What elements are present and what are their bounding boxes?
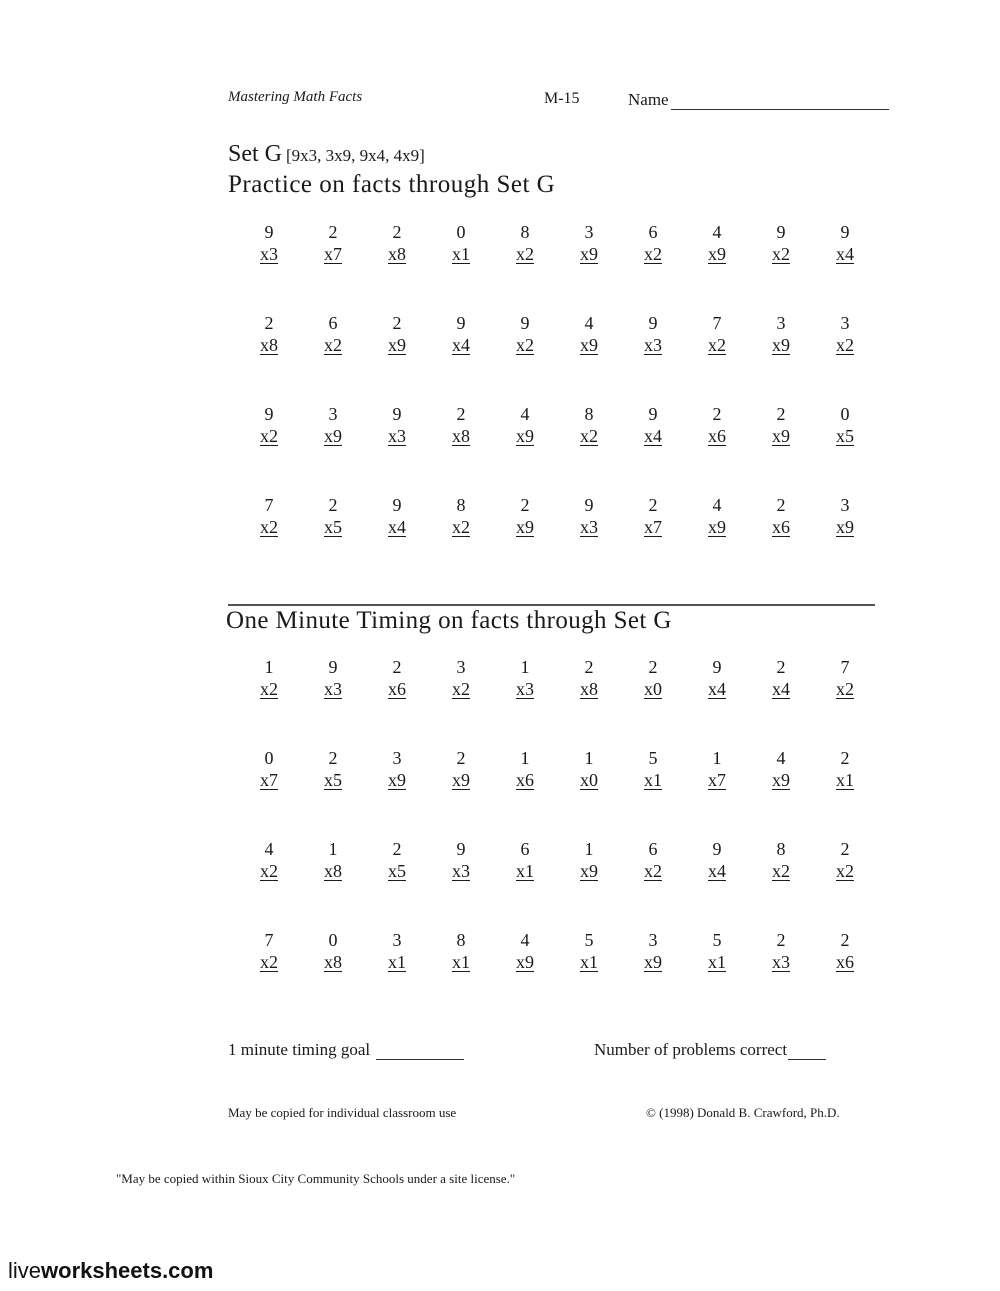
problem-multiplier: x2: [452, 679, 470, 699]
math-problem: [365, 656, 429, 704]
problem-multiplier: x1: [452, 952, 470, 972]
math-problem: [365, 929, 429, 977]
problem-multiplicand: 4: [776, 748, 786, 768]
problem-multiplier: x2: [260, 517, 278, 537]
problem-multiplicand: 3: [840, 495, 850, 515]
problem-multiplier: x9: [708, 517, 726, 537]
problem-multiplicand: 6: [520, 839, 530, 859]
problem-row: [237, 403, 877, 451]
problem-multiplicand: 6: [328, 313, 338, 333]
math-problem: [813, 312, 877, 360]
site-license-note: "May be copied within Sioux City Community Schools under a site license.": [116, 1171, 516, 1186]
name-field: [628, 90, 889, 110]
problem-multiplicand: 8: [520, 222, 530, 242]
math-problem: [749, 747, 813, 795]
math-problem: [365, 838, 429, 886]
copyright-notice: © (1998) Donald B. Crawford, Ph.D.: [646, 1105, 840, 1120]
problem-multiplicand: 7: [264, 930, 274, 950]
problem-multiplier: x3: [516, 679, 534, 699]
problems-correct-label: Number of problems correct: [594, 1040, 788, 1059]
problem-multiplier: x9: [580, 861, 598, 881]
brand-part-worksheets: worksheets.com: [41, 1258, 214, 1283]
math-problem: [365, 494, 429, 542]
problem-multiplicand: 4: [520, 930, 530, 950]
math-problem: [493, 747, 557, 795]
math-problem: [429, 312, 493, 360]
problem-multiplicand: 3: [648, 930, 658, 950]
problem-multiplicand: 8: [776, 839, 786, 859]
problem-multiplier: x3: [452, 861, 470, 881]
problem-multiplicand: 9: [712, 839, 722, 859]
math-problem: [813, 494, 877, 542]
problem-multiplier: x2: [644, 244, 662, 264]
problem-multiplicand: 6: [648, 839, 658, 859]
problem-multiplier: x2: [516, 244, 534, 264]
problem-multiplicand: 3: [776, 313, 786, 333]
problem-multiplier: x1: [836, 770, 854, 790]
problem-multiplier: x6: [772, 517, 790, 537]
problem-multiplier: x1: [644, 770, 662, 790]
problem-multiplicand: 2: [264, 313, 274, 333]
problem-multiplicand: 9: [456, 839, 466, 859]
problem-multiplier: x8: [452, 426, 470, 446]
problem-multiplicand: 9: [648, 313, 658, 333]
timing-problem-grid: [237, 656, 877, 1020]
problem-multiplicand: 2: [648, 657, 658, 677]
problem-multiplicand: 9: [840, 222, 850, 242]
problem-row: [237, 929, 877, 977]
problem-multiplicand: 2: [776, 495, 786, 515]
problem-multiplier: x2: [708, 335, 726, 355]
problem-multiplicand: 9: [392, 495, 402, 515]
problem-multiplicand: 2: [328, 222, 338, 242]
problem-row: [237, 656, 877, 704]
problem-multiplier: x4: [708, 679, 726, 699]
problem-multiplier: x8: [324, 861, 342, 881]
problem-multiplier: x8: [324, 952, 342, 972]
problem-multiplicand: 2: [840, 839, 850, 859]
problem-multiplicand: 2: [776, 404, 786, 424]
math-problem: [429, 494, 493, 542]
problem-multiplier: x9: [452, 770, 470, 790]
math-problem: [813, 221, 877, 269]
name-label: Name: [628, 90, 669, 109]
problem-multiplier: x2: [324, 335, 342, 355]
math-problem: [749, 403, 813, 451]
problem-multiplier: x1: [708, 952, 726, 972]
problem-multiplier: x4: [388, 517, 406, 537]
math-problem: [365, 221, 429, 269]
problem-multiplier: x9: [516, 517, 534, 537]
math-problem: [301, 312, 365, 360]
set-label: Set G: [228, 141, 282, 167]
problem-multiplier: x5: [836, 426, 854, 446]
math-problem: [237, 312, 301, 360]
problem-multiplier: x9: [580, 335, 598, 355]
problem-multiplicand: 9: [328, 657, 338, 677]
problem-multiplier: x2: [644, 861, 662, 881]
math-problem: [493, 656, 557, 704]
problem-multiplicand: 7: [840, 657, 850, 677]
math-problem: [429, 656, 493, 704]
math-problem: [237, 838, 301, 886]
problem-multiplicand: 2: [648, 495, 658, 515]
math-problem: [813, 656, 877, 704]
problem-multiplicand: 2: [328, 495, 338, 515]
problem-multiplicand: 1: [584, 748, 594, 768]
problem-multiplicand: 1: [328, 839, 338, 859]
math-problem: [685, 494, 749, 542]
math-problem: [685, 656, 749, 704]
problems-correct-line[interactable]: [788, 1045, 826, 1060]
problem-multiplicand: 1: [584, 839, 594, 859]
math-problem: [685, 747, 749, 795]
copy-note: May be copied for individual classroom use: [228, 1105, 457, 1120]
problem-multiplier: x2: [836, 679, 854, 699]
math-problem: [749, 494, 813, 542]
problem-multiplicand: 0: [328, 930, 338, 950]
problem-multiplicand: 4: [584, 313, 594, 333]
problem-multiplier: x4: [836, 244, 854, 264]
problem-multiplier: x9: [388, 335, 406, 355]
math-problem: [749, 656, 813, 704]
problem-multiplicand: 8: [456, 930, 466, 950]
math-problem: [557, 312, 621, 360]
problem-multiplier: x8: [260, 335, 278, 355]
problem-multiplicand: 1: [520, 657, 530, 677]
math-problem: [237, 656, 301, 704]
problem-multiplier: x5: [388, 861, 406, 881]
problem-multiplicand: 5: [712, 930, 722, 950]
math-problem: [301, 747, 365, 795]
practice-problem-grid: [237, 221, 877, 585]
problem-multiplicand: 4: [712, 222, 722, 242]
problem-multiplier: x9: [772, 426, 790, 446]
problem-multiplicand: 2: [776, 657, 786, 677]
problem-row: [237, 747, 877, 795]
problem-multiplier: x2: [260, 952, 278, 972]
problem-multiplier: x3: [324, 679, 342, 699]
problem-multiplicand: 2: [392, 313, 402, 333]
problem-multiplier: x2: [580, 426, 598, 446]
problem-multiplier: x7: [708, 770, 726, 790]
problem-multiplicand: 9: [456, 313, 466, 333]
math-problem: [365, 747, 429, 795]
worksheet-code: M-15: [544, 90, 580, 107]
practice-title: Practice on facts through Set G: [228, 171, 556, 198]
math-problem: [685, 221, 749, 269]
problem-multiplicand: 3: [392, 930, 402, 950]
problem-multiplier: x3: [644, 335, 662, 355]
problem-row: [237, 838, 877, 886]
math-problem: [301, 656, 365, 704]
math-problem: [301, 221, 365, 269]
math-problem: [813, 747, 877, 795]
problem-multiplier: x5: [324, 770, 342, 790]
math-problem: [621, 403, 685, 451]
problem-multiplicand: 9: [584, 495, 594, 515]
math-problem: [429, 403, 493, 451]
brand-logo: [8, 1258, 213, 1284]
problem-multiplier: x4: [772, 679, 790, 699]
problem-row: [237, 494, 877, 542]
math-problem: [813, 403, 877, 451]
problem-multiplier: x9: [516, 952, 534, 972]
problem-multiplicand: 2: [456, 404, 466, 424]
set-heading: [228, 141, 425, 168]
problem-multiplier: x3: [260, 244, 278, 264]
set-facts: [9x3, 3x9, 9x4, 4x9]: [286, 146, 425, 165]
problem-multiplier: x2: [772, 861, 790, 881]
problem-multiplier: x1: [452, 244, 470, 264]
math-problem: [557, 403, 621, 451]
problem-multiplicand: 5: [584, 930, 594, 950]
math-problem: [813, 929, 877, 977]
problem-multiplier: x0: [580, 770, 598, 790]
math-problem: [301, 929, 365, 977]
math-problem: [237, 403, 301, 451]
math-problem: [493, 221, 557, 269]
math-problem: [685, 929, 749, 977]
problem-multiplier: x2: [260, 426, 278, 446]
problem-multiplicand: 3: [840, 313, 850, 333]
problem-multiplier: x9: [836, 517, 854, 537]
problem-multiplicand: 3: [392, 748, 402, 768]
problem-multiplier: x3: [580, 517, 598, 537]
math-problem: [621, 838, 685, 886]
problem-multiplier: x6: [388, 679, 406, 699]
problem-multiplicand: 7: [264, 495, 274, 515]
problems-correct-field: [594, 1040, 826, 1060]
problem-multiplicand: 2: [776, 930, 786, 950]
math-problem: [749, 929, 813, 977]
problem-multiplier: x2: [772, 244, 790, 264]
math-problem: [557, 838, 621, 886]
math-problem: [557, 656, 621, 704]
problem-row: [237, 312, 877, 360]
problem-multiplier: x8: [388, 244, 406, 264]
math-problem: [621, 312, 685, 360]
math-problem: [621, 747, 685, 795]
problem-multiplicand: 2: [328, 748, 338, 768]
problem-multiplicand: 3: [456, 657, 466, 677]
problem-row: [237, 221, 877, 269]
problem-multiplier: x1: [516, 861, 534, 881]
math-problem: [557, 221, 621, 269]
problem-multiplier: x9: [708, 244, 726, 264]
problem-multiplicand: 9: [392, 404, 402, 424]
problem-multiplier: x8: [580, 679, 598, 699]
math-problem: [429, 221, 493, 269]
problem-multiplicand: 9: [776, 222, 786, 242]
problem-multiplier: x2: [836, 335, 854, 355]
math-problem: [493, 403, 557, 451]
problem-multiplier: x4: [708, 861, 726, 881]
problem-multiplicand: 4: [520, 404, 530, 424]
math-problem: [365, 312, 429, 360]
problem-multiplicand: 2: [712, 404, 722, 424]
timing-goal-label: 1 minute timing goal: [228, 1040, 371, 1059]
problem-multiplier: x9: [644, 952, 662, 972]
name-input-line[interactable]: [671, 95, 889, 110]
problem-multiplicand: 3: [328, 404, 338, 424]
math-problem: [557, 747, 621, 795]
problem-multiplier: x2: [260, 861, 278, 881]
problem-multiplier: x7: [260, 770, 278, 790]
math-problem: [429, 838, 493, 886]
problem-multiplier: x4: [452, 335, 470, 355]
problem-multiplicand: 8: [456, 495, 466, 515]
math-problem: [685, 403, 749, 451]
problem-multiplier: x9: [580, 244, 598, 264]
math-problem: [429, 929, 493, 977]
problem-multiplicand: 2: [840, 930, 850, 950]
math-problem: [429, 747, 493, 795]
math-problem: [237, 494, 301, 542]
problem-multiplier: x9: [516, 426, 534, 446]
math-problem: [237, 747, 301, 795]
math-problem: [621, 929, 685, 977]
problem-multiplier: x6: [516, 770, 534, 790]
timing-title: One Minute Timing on facts through Set G: [226, 607, 672, 634]
problem-multiplicand: 0: [264, 748, 274, 768]
problem-multiplicand: 6: [648, 222, 658, 242]
math-problem: [621, 494, 685, 542]
problem-multiplier: x6: [708, 426, 726, 446]
math-problem: [557, 929, 621, 977]
math-problem: [557, 494, 621, 542]
math-problem: [301, 403, 365, 451]
section-divider: [228, 604, 875, 606]
problem-multiplier: x1: [580, 952, 598, 972]
math-problem: [813, 838, 877, 886]
problem-multiplier: x9: [388, 770, 406, 790]
problem-multiplier: x3: [388, 426, 406, 446]
problem-multiplier: x5: [324, 517, 342, 537]
math-problem: [685, 312, 749, 360]
problem-multiplier: x2: [452, 517, 470, 537]
worksheet-series-title: Mastering Math Facts: [228, 89, 363, 105]
problem-multiplier: x9: [324, 426, 342, 446]
problem-multiplier: x4: [644, 426, 662, 446]
problem-multiplicand: 2: [456, 748, 466, 768]
math-problem: [237, 221, 301, 269]
problem-multiplier: x6: [836, 952, 854, 972]
math-problem: [493, 838, 557, 886]
math-problem: [493, 312, 557, 360]
problem-multiplicand: 0: [840, 404, 850, 424]
problem-multiplier: x7: [324, 244, 342, 264]
problem-multiplicand: 2: [520, 495, 530, 515]
problem-multiplicand: 9: [648, 404, 658, 424]
problem-multiplicand: 3: [584, 222, 594, 242]
problem-multiplier: x2: [836, 861, 854, 881]
problem-multiplicand: 2: [392, 839, 402, 859]
problem-multiplicand: 9: [264, 404, 274, 424]
problem-multiplicand: 4: [712, 495, 722, 515]
problem-multiplicand: 1: [712, 748, 722, 768]
problem-multiplicand: 1: [520, 748, 530, 768]
problem-multiplicand: 2: [392, 222, 402, 242]
problem-multiplicand: 2: [840, 748, 850, 768]
math-problem: [301, 494, 365, 542]
problem-multiplicand: 9: [520, 313, 530, 333]
problem-multiplier: x0: [644, 679, 662, 699]
problem-multiplicand: 9: [712, 657, 722, 677]
problem-multiplier: x2: [516, 335, 534, 355]
problem-multiplier: x9: [772, 335, 790, 355]
math-problem: [749, 221, 813, 269]
math-problem: [749, 838, 813, 886]
math-problem: [237, 929, 301, 977]
problem-multiplicand: 2: [584, 657, 594, 677]
math-problem: [365, 403, 429, 451]
problem-multiplier: x1: [388, 952, 406, 972]
problem-multiplicand: 0: [456, 222, 466, 242]
math-problem: [749, 312, 813, 360]
problem-multiplicand: 7: [712, 313, 722, 333]
timing-goal-line[interactable]: [376, 1045, 464, 1060]
problem-multiplicand: 1: [264, 657, 274, 677]
math-problem: [621, 656, 685, 704]
math-problem: [493, 494, 557, 542]
timing-goal-field: [228, 1040, 464, 1060]
problem-multiplicand: 5: [648, 748, 658, 768]
problem-multiplier: x2: [260, 679, 278, 699]
problem-multiplicand: 2: [392, 657, 402, 677]
math-problem: [621, 221, 685, 269]
problem-multiplicand: 9: [264, 222, 274, 242]
math-problem: [493, 929, 557, 977]
problem-multiplier: x7: [644, 517, 662, 537]
math-problem: [301, 838, 365, 886]
brand-part-live: live: [8, 1258, 42, 1283]
problem-multiplier: x3: [772, 952, 790, 972]
math-problem: [685, 838, 749, 886]
problem-multiplier: x9: [772, 770, 790, 790]
problem-multiplicand: 8: [584, 404, 594, 424]
problem-multiplicand: 4: [264, 839, 274, 859]
